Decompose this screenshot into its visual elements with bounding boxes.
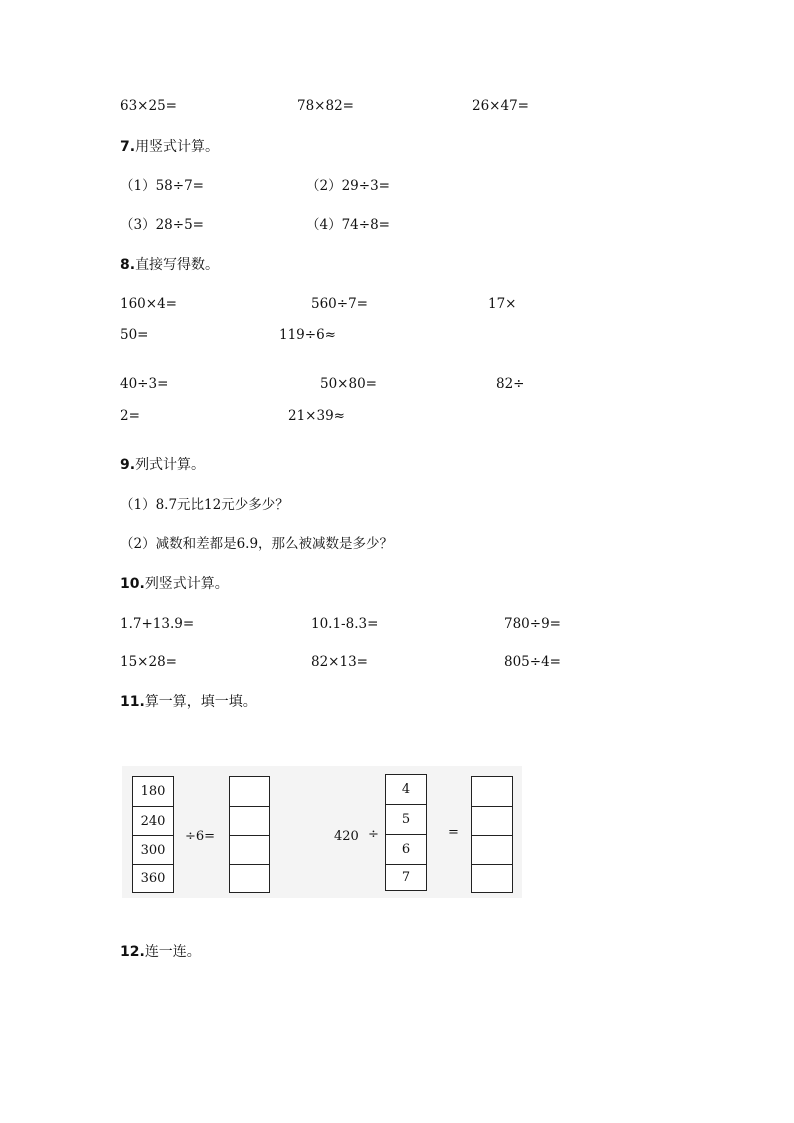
q12-title: 连一连。 [144,944,201,960]
answer-cell[interactable] [230,777,269,806]
q9-item-2: （2）减数和差都是6.9，那么被减数是多少？ [120,536,394,552]
q8-number: 8. [120,257,136,273]
q8-item-7: 82÷ [496,376,525,392]
q10-item-4: 15×28= [120,654,177,670]
answer-cell[interactable] [230,806,269,836]
left-operator: ÷6= [185,829,216,844]
q8-item-8: 21×39≈ [288,408,345,424]
q10-item-3: 780÷9= [504,616,561,632]
divisor-cell: 4 [401,782,411,797]
q7-item-4: （4）74÷8= [306,217,390,233]
q10-item-1: 1.7+13.9= [120,616,195,632]
q10-item-6: 805÷4= [504,654,561,670]
answer-cell[interactable] [472,777,512,806]
left-value-cell: 180 [140,784,166,799]
q7-item-1: （1）58÷7= [120,178,204,194]
dividend-420: 420 [334,829,359,844]
divisor-cell: 6 [386,834,426,865]
q10-item-2: 10.1-8.3= [311,616,379,632]
right-divisor-column [385,774,427,891]
q8-item-5: 40÷3= [120,376,169,392]
top-expr-1: 63×25= [120,98,177,114]
division-figure [122,766,522,898]
equals-sign: = [448,825,459,840]
q10-title: 列竖式计算。 [144,576,229,592]
top-expr-3: 26×47= [472,98,529,114]
answer-cell[interactable] [230,864,269,893]
q7-title: 用竖式计算。 [135,139,220,155]
answer-cell[interactable] [472,835,512,865]
q12-number: 12. [120,944,145,960]
q7-number: 7. [120,139,136,155]
answer-cell[interactable] [472,806,512,836]
q10-item-5: 82×13= [311,654,368,670]
q11-heading [120,694,257,710]
q8-item-7-cont: 2= [120,408,140,424]
top-expr-2: 78×82= [297,98,354,114]
q8-item-1: 160×4= [120,296,177,312]
left-value-cell: 360 [133,864,173,893]
q12-heading [120,944,201,960]
q11-title: 算一算，填一填。 [144,694,257,710]
q9-title: 列式计算。 [135,457,206,473]
q8-item-3-cont: 50= [120,327,149,343]
q7-heading [120,139,219,155]
q7-item-2: （2）29÷3= [306,178,390,194]
q9-heading [120,457,205,473]
division-sign: ÷ [368,827,379,842]
divisor-cell: 7 [386,864,426,891]
q8-title: 直接写得数。 [135,257,220,273]
q10-heading [120,576,229,592]
q7-item-3: （3）28÷5= [120,217,204,233]
q8-heading [120,257,219,273]
answer-cell[interactable] [472,864,512,893]
answer-cell[interactable] [230,835,269,865]
divisor-cell: 5 [386,804,426,835]
left-answer-column [229,776,270,893]
left-dividend-column [132,776,174,893]
right-answer-column [471,776,513,893]
q9-item-1: （1）8.7元比12元少多少？ [120,497,289,513]
left-value-cell: 300 [133,835,173,865]
q8-item-2: 560÷7= [311,296,368,312]
q10-number: 10. [120,576,145,592]
q8-item-6: 50×80= [320,376,377,392]
q8-item-4: 119÷6≈ [279,327,336,343]
left-value-cell: 240 [133,806,173,836]
q9-number: 9. [120,457,136,473]
q11-number: 11. [120,694,145,710]
q8-item-3: 17× [488,296,517,312]
